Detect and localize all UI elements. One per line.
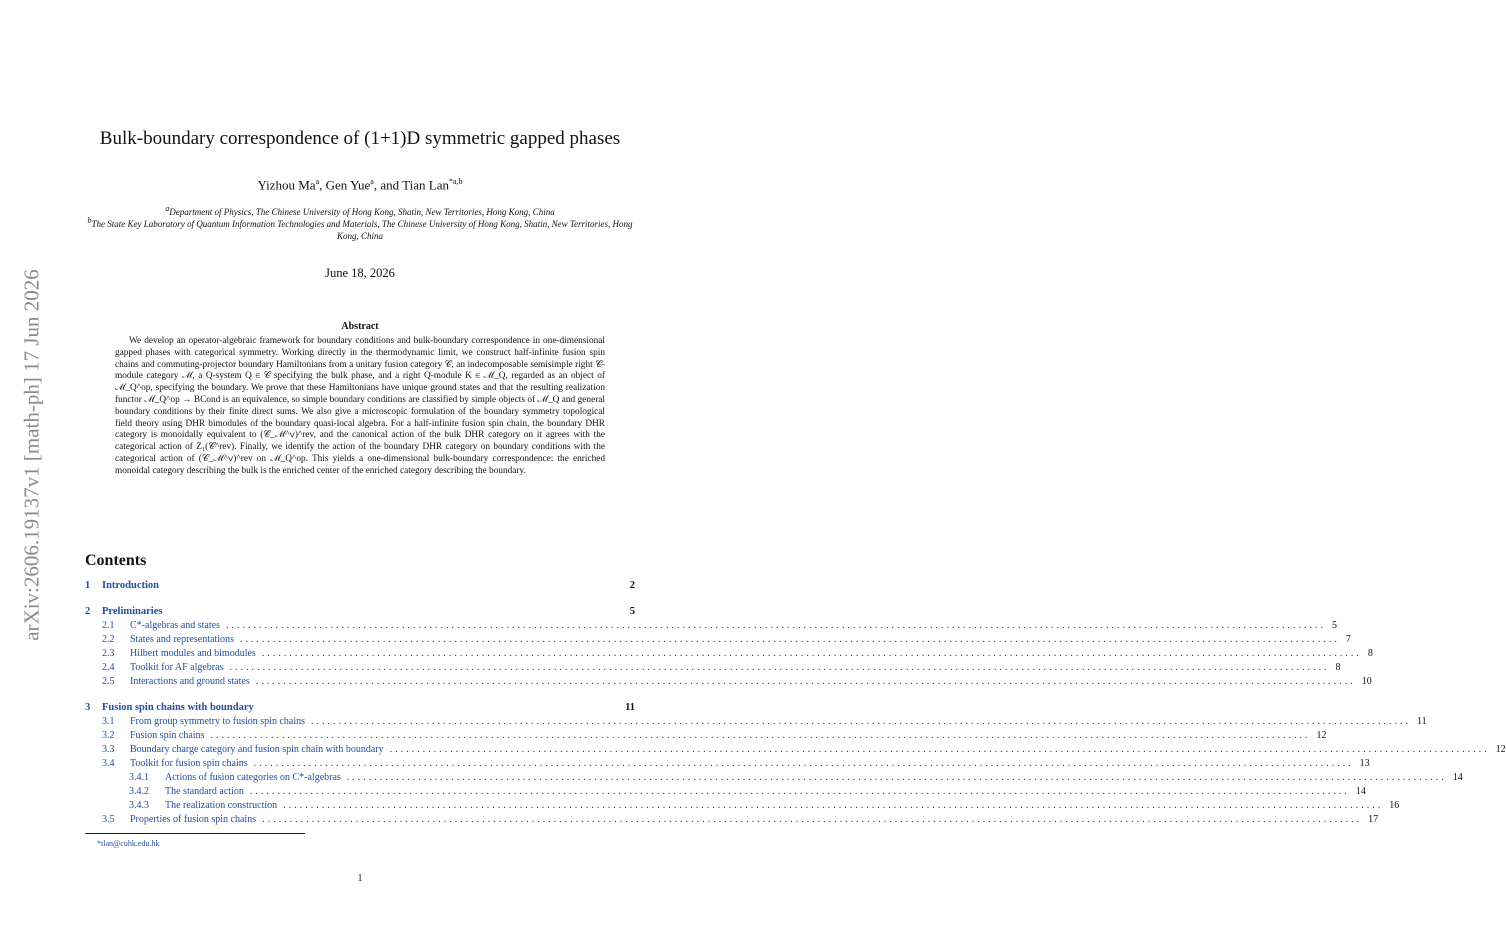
toc-entry-number: 2.5: [102, 676, 115, 687]
toc-entry-number: 2.2: [102, 634, 115, 645]
author-separator: ,: [319, 177, 326, 193]
toc-entry-label: Fusion spin chains: [130, 730, 205, 741]
toc-entry-number: 3.4.1: [129, 772, 149, 783]
toc-entry-number: 2: [85, 606, 91, 617]
abstract-heading: Abstract: [341, 321, 379, 332]
toc-entry-number: 2.1: [102, 620, 115, 631]
toc-entry-page: 2: [629, 580, 635, 591]
toc-entry-number: 3.4.2: [129, 786, 149, 797]
toc-entry-page: 5: [1331, 620, 1337, 631]
page-number: 1: [357, 873, 363, 884]
toc-subsection-entry[interactable]: [102, 662, 1341, 676]
toc-leader-dots: ........................................................................................................................................................................................................: [283, 800, 1384, 811]
toc-entry-label: Hilbert modules and bimodules: [130, 648, 256, 659]
toc-subsection-entry[interactable]: [129, 772, 1463, 786]
abstract-text: We develop an operator-algebraic framework for boundary conditions and bulk-boundary correspondence in one-dimensional gapped phases with categorical symmetry. Working directly in the thermodynamic limit, we construct half-infinite fusion spin chains and commuting-projector boundary Hamiltonians from a unitary fusion category 𝒞, an indecomposable semisimple right 𝒞-module category ℳ, a Q-system Q ∈ 𝒞 specifying the bulk phase, and a right Q-module K ∈ ℳ_Q, regarded as an object of ℳ_Q^op, specifying the boundary. We prove that these Hamiltonians have unique ground states and that the resulting realization functor ℳ_Q^op → BCond is an equivalence, so simple boundary conditions are classified by simple objects of ℳ_Q and general boundary conditions by their finite direct sums. We also give a microscopic formulation of the boundary symmetry topological field theory using DHR bimodules of the boundary quasi-local algebra. For a half-infinite fusion spin chain, the boundary DHR category is monoidally equivalent to (𝒞_ℳ^∨)^rev, and the canonical action of the bulk DHR category on it agrees with the categorical action of Z₁(𝒞^rev). Finally, we identify the action of the boundary DHR category on boundary conditions with the categorical action of (𝒞_ℳ^∨)^rev on ℳ_Q^op. This yields a one-dimensional bulk-boundary correspondence: the enriched monoidal category describing the bulk is the enriched center of the enriched category describing the boundary.: [115, 336, 605, 476]
toc-entry-number: 1: [85, 580, 91, 591]
toc-entry-page: 12: [1495, 744, 1506, 755]
toc-entry-label: Introduction: [102, 580, 159, 591]
author-name: Yizhou Ma: [257, 177, 316, 193]
toc-subsection-entry[interactable]: [102, 744, 1506, 758]
toc-entry-number: 3.3: [102, 744, 115, 755]
author-affil-mark: *a,b: [448, 177, 463, 186]
toc-entry-number: 2.3: [102, 648, 115, 659]
affiliation: [85, 215, 635, 242]
toc-entry-number: 3: [85, 702, 91, 713]
contents-heading: Contents: [85, 552, 147, 569]
toc-subsection-entry[interactable]: [129, 800, 1400, 814]
toc-entry-page: 14: [1452, 772, 1463, 783]
toc-leader-dots: ........................................................................................................................................................................................................: [225, 620, 1326, 631]
toc-entry-label: Preliminaries: [102, 606, 163, 617]
toc-leader-dots: ........................................................................................................................................................................................................: [261, 648, 1362, 659]
toc-entry-page: 11: [625, 702, 635, 713]
toc-subsection-entry[interactable]: [102, 716, 1427, 730]
toc-entry-page: 16: [1389, 800, 1400, 811]
toc-subsection-entry[interactable]: [129, 786, 1366, 800]
arxiv-id: arXiv:2606.19137v1 [math-ph] 17 Jun 2026: [19, 269, 44, 641]
toc-entry-page: 17: [1368, 814, 1379, 825]
toc-entry-label: The realization construction: [165, 800, 278, 811]
toc-entry-page: 7: [1345, 634, 1351, 645]
toc-entry-label: Actions of fusion categories on C*-algebras: [165, 772, 341, 783]
toc-section-entry[interactable]: [85, 580, 635, 594]
toc-leader-dots: ........................................................................................................................................................................................................: [253, 758, 1354, 769]
toc-subsection-entry[interactable]: [102, 648, 1373, 662]
toc-entry-number: 3.4: [102, 758, 115, 769]
author-list: [85, 177, 635, 193]
toc-leader-dots: ........................................................................................................................................................................................................: [210, 730, 1311, 741]
toc-leader-dots: ........................................................................................................................................................................................................: [311, 716, 1411, 727]
toc-entry-page: 8: [1335, 662, 1341, 673]
toc-entry-label: From group symmetry to fusion spin chains: [130, 716, 305, 727]
toc-entry-number: 2.4: [102, 662, 115, 673]
toc-subsection-entry[interactable]: [102, 634, 1351, 648]
toc-entry-page: 12: [1316, 730, 1327, 741]
toc-subsection-entry[interactable]: [102, 620, 1337, 634]
affiliation-mark: a: [165, 204, 170, 213]
affiliation-text: Department of Physics, The Chinese University of Hong Kong, Shatin, New Territories, Hong Kong, China: [169, 207, 555, 217]
toc-entry-label: Toolkit for fusion spin chains: [130, 758, 248, 769]
toc-entry-label: Properties of fusion spin chains: [130, 814, 257, 825]
toc-subsection-entry[interactable]: [102, 730, 1327, 744]
toc-entry-page: 10: [1361, 676, 1372, 687]
toc-leader-dots: ........................................................................................................................................................................................................: [229, 662, 1330, 673]
toc-entry-label: States and representations: [130, 634, 234, 645]
affiliation-text: The State Key Laboratory of Quantum Information Technologies and Materials, The Chinese University of Hong Kong, Shatin, New Territories, Hong Kong, China: [91, 219, 633, 241]
toc-entry-page: 8: [1367, 648, 1373, 659]
toc-entry-page: 5: [629, 606, 635, 617]
toc-entry-page: 13: [1359, 758, 1370, 769]
toc-entry-label: Interactions and ground states: [130, 676, 250, 687]
toc-entry-label: C*-algebras and states: [130, 620, 220, 631]
paper-date: June 18, 2026: [325, 266, 395, 280]
toc-entry-number: 3.4.3: [129, 800, 149, 811]
author-affil-mark: a: [315, 177, 320, 186]
toc-entry-number: 3.1: [102, 716, 115, 727]
arxiv-stamp: [12, 250, 52, 660]
toc-section-entry[interactable]: [85, 606, 635, 620]
toc-leader-dots: ........................................................................................................................................................................................................: [255, 676, 1356, 687]
toc-subsection-entry[interactable]: [102, 676, 1372, 690]
toc-subsection-entry[interactable]: [102, 758, 1370, 772]
author-name: Tian Lan: [402, 177, 449, 193]
toc-leader-dots: ........................................................................................................................................................................................................: [249, 786, 1350, 797]
footnote-email[interactable]: *tlan@cuhk.edu.hk: [97, 839, 160, 848]
toc-leader-dots: ........................................................................................................................................................................................................: [239, 634, 1340, 645]
paper-title: Bulk-boundary correspondence of (1+1)D symmetric gapped phases: [99, 128, 621, 149]
toc-entry-label: The standard action: [165, 786, 244, 797]
toc-leader-dots: ........................................................................................................................................................................................................: [346, 772, 1447, 783]
toc-entry-label: Toolkit for AF algebras: [130, 662, 224, 673]
toc-entry-page: 11: [1417, 716, 1427, 727]
toc-section-entry[interactable]: [85, 702, 635, 716]
toc-subsection-entry[interactable]: [102, 814, 1379, 828]
toc-entry-number: 3.2: [102, 730, 115, 741]
toc-entry-page: 14: [1355, 786, 1366, 797]
toc-entry-number: 3.5: [102, 814, 115, 825]
author-name: Gen Yue: [325, 177, 371, 193]
toc-leader-dots: ........................................................................................................................................................................................................: [389, 744, 1490, 755]
toc-entry-label: Fusion spin chains with boundary: [102, 702, 254, 713]
author-separator: , and: [373, 177, 403, 193]
toc-entry-label: Boundary charge category and fusion spin chain with boundary: [130, 744, 384, 755]
footnote-rule: [85, 833, 305, 834]
toc-leader-dots: ........................................................................................................................................................................................................: [262, 814, 1363, 825]
affiliation-mark: b: [87, 216, 92, 225]
author-affil-mark: a: [370, 177, 374, 186]
